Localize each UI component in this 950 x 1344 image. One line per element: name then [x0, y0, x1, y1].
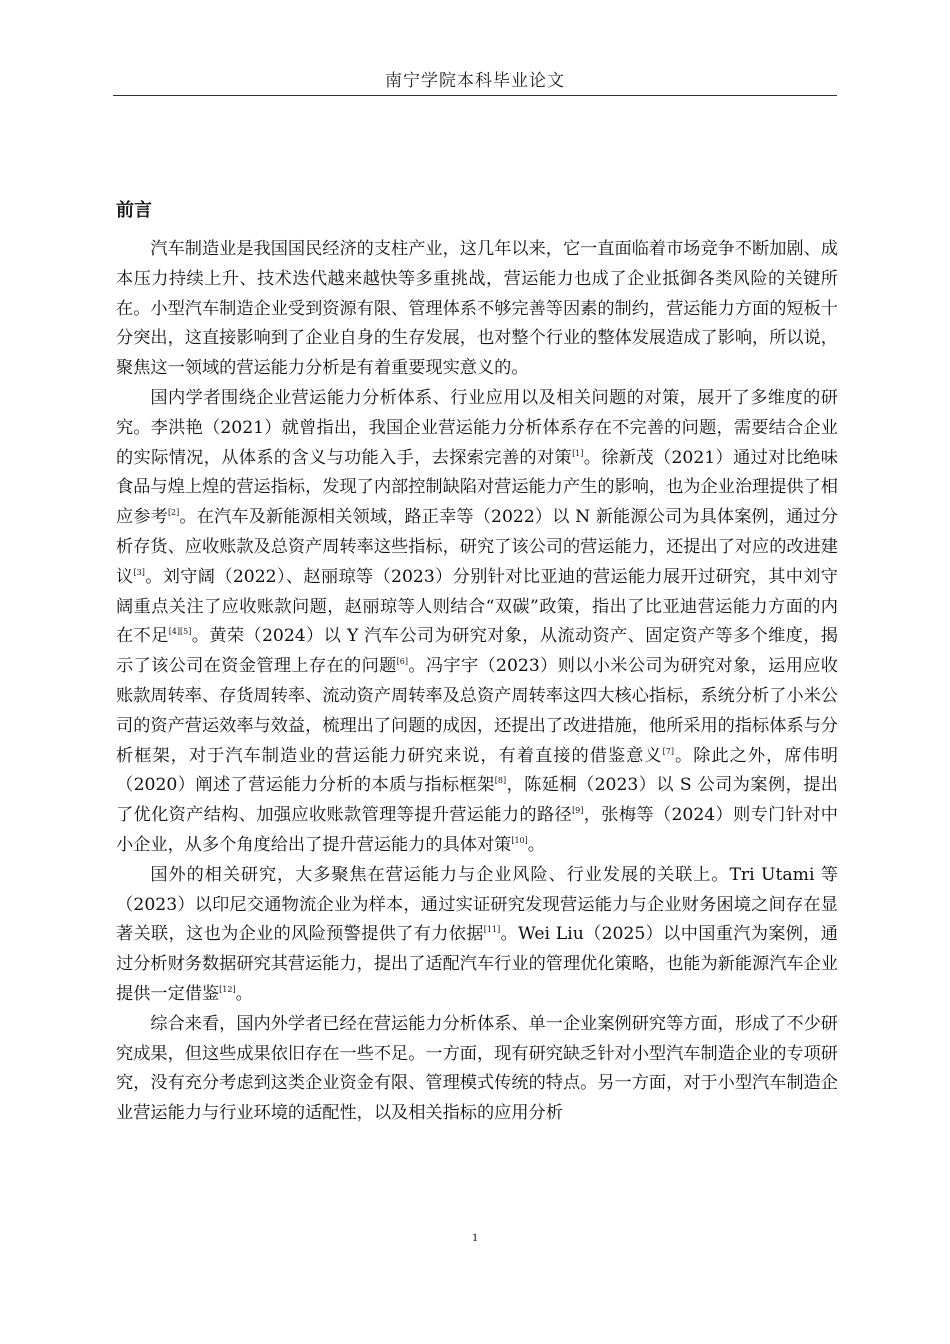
citation-marker: [10]: [511, 835, 528, 845]
header-divider: [113, 95, 837, 96]
paragraph-text: 。刘守阔（2022）、赵丽琼等（2023）分别针对比亚迪的营运能力展开过研究，其中刘守阔重点关注了应收账款问题，赵丽琼等人则结合“双碳”政策，指出了比亚迪营运能力方面的内在不足: [116, 566, 838, 647]
citation-marker: [9]: [572, 806, 584, 816]
citation-marker: [7]: [662, 746, 674, 756]
citation-marker: [11]: [483, 925, 501, 935]
citation-marker: [12]: [219, 984, 236, 994]
paragraph-text: 。: [527, 834, 545, 855]
paragraph-text: 。: [235, 983, 253, 1004]
citation-marker: [6]: [396, 657, 408, 667]
section-title: 前言: [116, 200, 152, 221]
paragraph-text: 。徐新茂（2021）通过对比绝味食品与煌上煌的营运指标，发现了内部控制缺陷对营运能力产生的影响，也为企业治理提供了相应参考: [116, 447, 838, 528]
paragraph-text: 。黄荣（2024）以 Y 汽车公司为研究对象，从流动资产、固定资产等多个维度，揭示了该公司在资金管理上存在的问题: [116, 626, 838, 677]
citation-marker: [2]: [167, 508, 180, 518]
paragraph-text: 。Wei Liu（2025）以中国重汽为案例，通过分析财务数据研究其营运能力，提出了适配汽车行业的管理优化策略，也能为新能源汽车企业提供一定借鉴: [116, 924, 838, 1004]
paragraph-text: 。除此之外，席伟明（2020）阐述了营运能力分析的本质与指标框架: [116, 745, 838, 796]
page-header: 南宁学院本科毕业论文: [385, 71, 565, 91]
paragraph-text: 。在汽车及新能源相关领域，路正幸等（2022）以 N 新能源公司为具体案例，通过分析存货、应收账款及总资产周转率这些指标，研究了该公司的营运能力，还提出了对应的改进建议: [116, 507, 838, 587]
paragraph-text: ，张梅等（2024）则专门针对中小企业，从多个角度给出了提升营运能力的具体对策: [116, 805, 838, 855]
paragraph-text: 汽车制造业是我国国民经济的支柱产业，这几年以来，它一直面临着市场竞争不断加剧、成本压力持续上升、技术迭代越来越快等多重挑战，营运能力也成了企业抵御各类风险的关键所在。小型汽车制造企业受到资源有限、管理体系不够完善等因素的制约，营运能力方面的短板十分突出，这直接影响到了企业自身的生存发展，也对整个行业的整体发展造成了影响，所以说，聚焦这一领域的营运能力分析是有着重要现实意义的。: [116, 239, 838, 379]
citation-marker: [1]: [572, 448, 584, 458]
paragraph: [116, 1010, 838, 1129]
citation-marker: [3]: [133, 567, 145, 577]
paragraph-text: 综合来看，国内外学者已经在营运能力分析体系、单一企业案例研究等方面，形成了不少研究成果，但这些成果依旧存在一些不足。一方面，现有研究缺乏针对小型汽车制造企业的专项研究，没有充分考虑到这类企业资金有限、管理模式传统的特点。另一方面，对于小型汽车制造企业营运能力与行业环境的适配性，以及相关指标的应用分析: [116, 1013, 838, 1124]
paragraph: [116, 235, 838, 384]
paragraph: [116, 861, 838, 1010]
paragraph-text: 。冯宇宇（2023）则以小米公司为研究对象，运用应收账款周转率、存货周转率、流动资产周转率及总资产周转率这四大核心指标，系统分析了小米公司的资产营运效率与效益，梳理出了问题的成因，还提出了改进措施，他所采用的指标体系与分析框架，对于汽车制造业的营运能力研究来说，有着直接的借鉴意义: [116, 656, 838, 766]
citation-marker: [8]: [494, 776, 507, 786]
paragraph: [116, 384, 838, 861]
paragraph-text: 国外的相关研究，大多聚焦在营运能力与企业风险、行业发展的关联上。Tri Utami 等（2023）以印尼交通物流企业为样本，通过实证研究发现营运能力与企业财务困境之间存在显著关联，这也为企业的风险预警提供了有力依据: [116, 864, 838, 945]
paragraph-text: ，陈延桐（2023）以 S 公司为案例，提出了优化资产结构、加强应收账款管理等提升营运能力的路径: [116, 775, 838, 826]
paragraph-text: 国内学者围绕企业营运能力分析体系、行业应用以及相关问题的对策，展开了多维度的研究。李洪艳（2021）就曾指出，我国企业营运能力分析体系存在不完善的问题，需要结合企业的实际情况，从体系的含义与功能入手，去探索完善的对策: [116, 387, 838, 468]
citation-marker: [4][5]: [168, 627, 192, 637]
page-number: 1: [472, 1230, 478, 1244]
body-text: [116, 235, 838, 1129]
